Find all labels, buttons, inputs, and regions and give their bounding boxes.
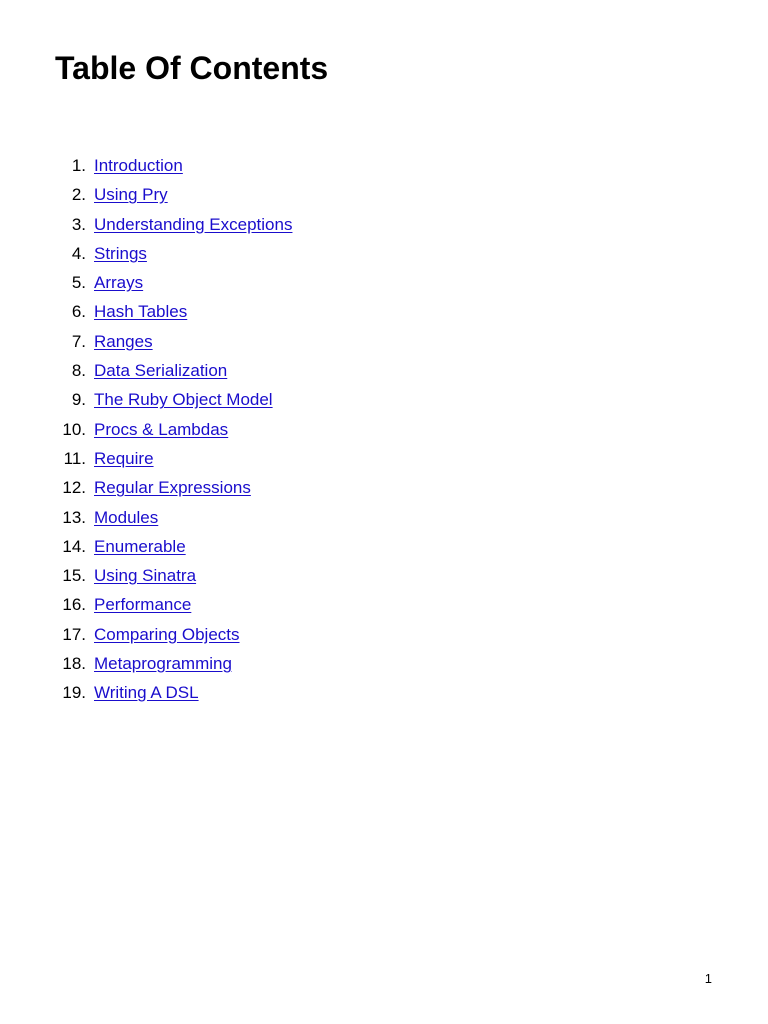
toc-link-ranges[interactable]: Ranges	[94, 331, 153, 351]
toc-item-number: 12.	[62, 478, 86, 498]
toc-link-enumerable[interactable]: Enumerable	[94, 536, 186, 556]
toc-link-understanding-exceptions[interactable]: Understanding Exceptions	[94, 214, 293, 234]
toc-link-procs-lambdas[interactable]: Procs & Lambdas	[94, 419, 229, 439]
toc-item-number: 3.	[71, 214, 86, 234]
toc-item-number: 2.	[71, 185, 86, 205]
toc-link-data-serialization[interactable]: Data Serialization	[94, 361, 228, 381]
toc-item-number: 19.	[62, 683, 86, 703]
toc-link-modules[interactable]: Modules	[94, 507, 159, 527]
toc-item-number: 15.	[62, 566, 86, 586]
toc-link-regular-expressions[interactable]: Regular Expressions	[94, 478, 251, 498]
toc-item-number: 10.	[62, 419, 86, 439]
toc-item-number: 4.	[71, 243, 86, 263]
toc-item-number: 13.	[62, 507, 86, 527]
toc-link-metaprogramming[interactable]: Metaprogramming	[94, 654, 232, 674]
toc-link-using-sinatra[interactable]: Using Sinatra	[94, 566, 197, 586]
toc-item-number: 5.	[71, 273, 86, 293]
toc-link-comparing-objects[interactable]: Comparing Objects	[94, 624, 240, 644]
toc-link-arrays[interactable]: Arrays	[94, 273, 144, 293]
toc-item-number: 1.	[71, 156, 86, 175]
toc-item-number: 16.	[62, 595, 86, 615]
toc-item-number: 9.	[71, 390, 86, 410]
toc-item-number: 8.	[71, 361, 86, 381]
toc-link-introduction[interactable]: Introduction	[94, 156, 183, 175]
toc-item-number: 14.	[62, 536, 86, 556]
toc-item-number: 17.	[62, 624, 86, 644]
page-number: 1	[704, 971, 712, 986]
toc-link-hash-tables[interactable]: Hash Tables	[94, 302, 188, 322]
toc-link-strings[interactable]: Strings	[94, 243, 147, 263]
toc-link-performance[interactable]: Performance	[94, 595, 192, 615]
toc-item-number: 11.	[63, 448, 86, 468]
toc-link-require[interactable]: Require	[94, 448, 154, 468]
toc-link-writing-a-dsl[interactable]: Writing A DSL	[94, 683, 199, 703]
toc-item-number: 7.	[71, 331, 86, 351]
toc-link-ruby-object-model[interactable]: The Ruby Object Model	[94, 390, 273, 410]
page-title: Table Of Contents	[55, 50, 329, 86]
toc-item-number: 6.	[71, 302, 86, 322]
toc-link-using-pry[interactable]: Using Pry	[94, 185, 168, 205]
toc-item-number: 18.	[62, 654, 86, 674]
